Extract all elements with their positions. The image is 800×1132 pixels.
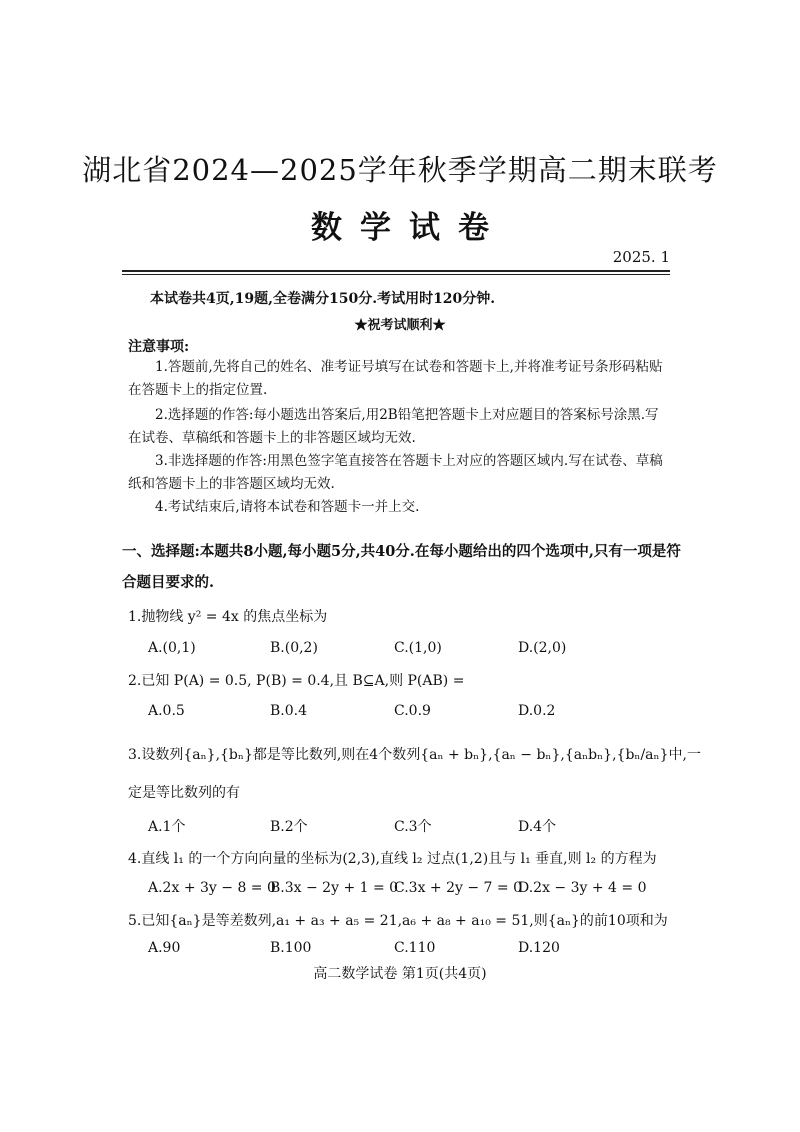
question-3-stem: 3.设数列{aₙ},{bₙ}都是等比数列,则在4个数列{aₙ + bₙ},{aₙ − bₙ},{aₙbₙ},{bₙ/aₙ}中,一	[128, 747, 701, 763]
note-4: 4.考试结束后,请将本试卷和答题卡一并上交.	[155, 499, 420, 515]
q1-option-d: D.(2,0)	[518, 640, 567, 656]
q4-option-a: A.2x + 3y − 8 = 0	[148, 880, 276, 896]
question-1-stem: 1.抛物线 y² = 4x 的焦点坐标为	[128, 609, 328, 625]
q1-option-c: C.(1,0)	[394, 640, 442, 656]
q3-option-d: D.4个	[518, 819, 557, 835]
q2-option-a: A.0.5	[148, 703, 185, 719]
q5-option-c: C.110	[394, 940, 436, 956]
note-1: 1.答题前,先将自己的姓名、准考证号填写在试卷和答题卡上,并将准考证号条形码粘贴在答题卡上的指定位置.	[128, 359, 663, 398]
q2-option-d: D.0.2	[518, 703, 556, 719]
q4-option-d: D.2x − 3y + 4 = 0	[518, 880, 647, 896]
page-footer: 高二数学试卷 第1页(共4页)	[313, 966, 487, 982]
q3-option-c: C.3个	[394, 819, 432, 835]
exam-title: 湖北省2024—2025学年秋季学期高二期末联考	[82, 153, 718, 187]
note-2: 2.选择题的作答:每小题选出答案后,用2B铅笔把答题卡上对应题目的答案标号涂黑.写在试卷、草稿纸和答题卡上的非答题区域均无效.	[128, 407, 659, 446]
exam-info: 本试卷共4页,19题,全卷满分150分.考试用时120分钟.	[150, 291, 496, 307]
note-3: 3.非选择题的作答:用黑色签字笔直接答在答题卡上对应的答题区域内.写在试卷、草稿纸和答题卡上的非答题区域均无效.	[128, 453, 663, 492]
question-4-stem: 4.直线 l₁ 的一个方向向量的坐标为(2,3),直线 l₂ 过点(1,2)且与 l₁ 垂直,则 l₂ 的方程为	[128, 851, 657, 867]
q5-option-d: D.120	[518, 940, 560, 956]
good-luck-line: ★祝考试顺利★	[354, 318, 446, 333]
exam-date: 2025. 1	[612, 248, 670, 266]
question-5-stem: 5.已知{aₙ}是等差数列,a₁ + a₃ + a₅ = 21,a₆ + a₈ + a₁₀ = 51,则{aₙ}的前10项和为	[128, 913, 668, 929]
q5-option-b: B.100	[270, 940, 312, 956]
q1-option-b: B.(0,2)	[270, 640, 318, 656]
notes-heading: 注意事项:	[128, 339, 190, 355]
question-3-stem-cont: 定是等比数列的有	[128, 785, 240, 801]
question-2-stem: 2.已知 P(A) = 0.5, P(B) = 0.4,且 B⊆A,则 P(AB) =	[128, 673, 465, 689]
q2-option-c: C.0.9	[394, 703, 431, 719]
section-1-heading: 一、选择题:本题共8小题,每小题5分,共40分.在每小题给出的四个选项中,只有一项是符合题目要求的.	[122, 543, 681, 591]
q4-option-b: B.3x − 2y + 1 = 0	[270, 880, 399, 896]
q2-option-b: B.0.4	[270, 703, 308, 719]
q5-option-a: A.90	[148, 940, 181, 956]
q3-option-b: B.2个	[270, 819, 308, 835]
subject-title: 数学试卷	[311, 210, 507, 246]
q3-option-a: A.1个	[148, 819, 186, 835]
header-divider	[122, 270, 670, 275]
q4-option-c: C.3x + 2y − 7 = 0	[394, 880, 522, 896]
q1-option-a: A.(0,1)	[148, 640, 196, 656]
